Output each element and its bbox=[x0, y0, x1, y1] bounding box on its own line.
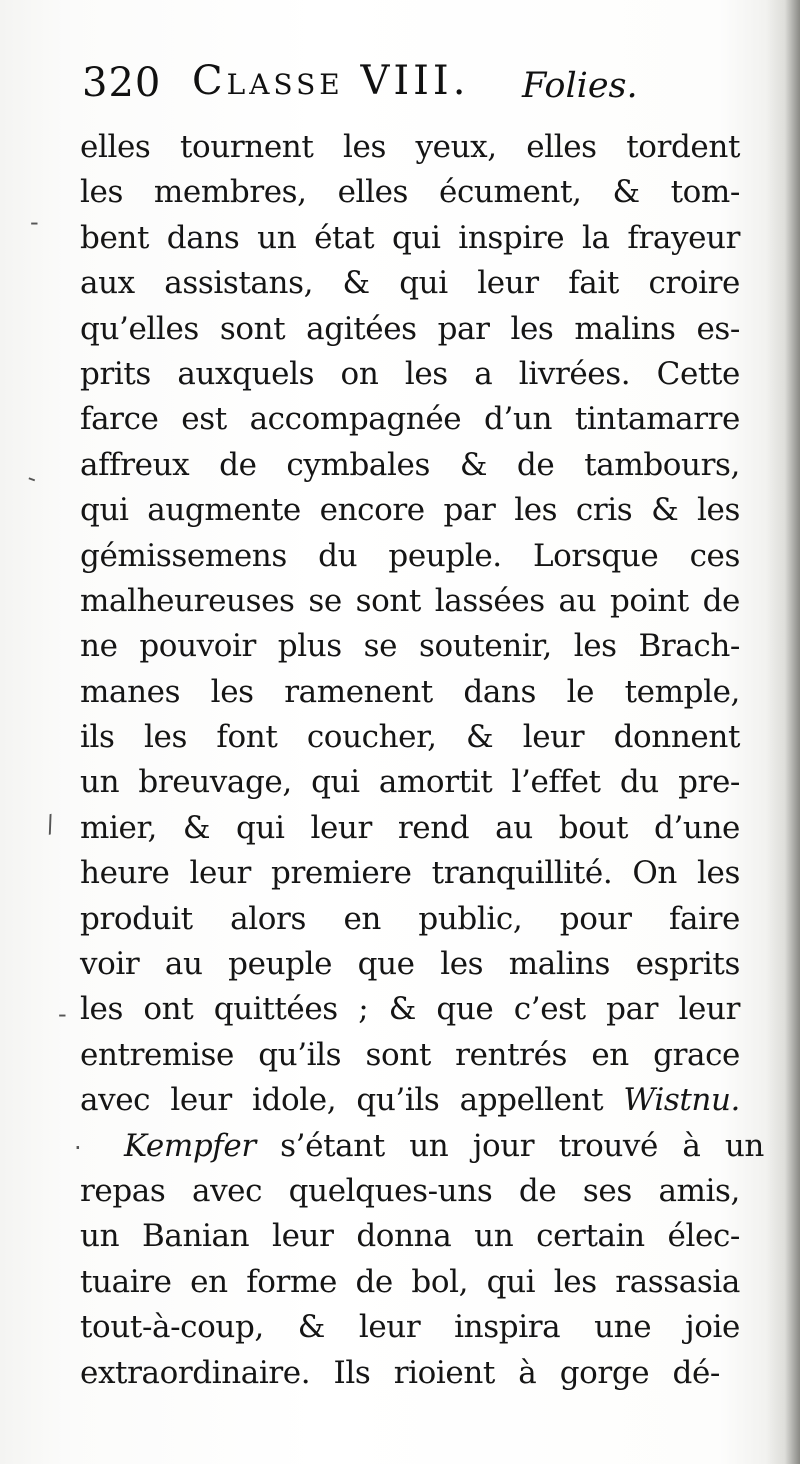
class-title: Classe VIII. bbox=[192, 58, 470, 104]
margin-dash: / bbox=[42, 809, 58, 839]
text-line: aux assistans, & qui leur fait croire bbox=[80, 265, 740, 302]
text-line: ne pouvoir plus se soutenir, les Brach- bbox=[80, 628, 740, 665]
text-line: tout-à-coup, & leur inspira une joie bbox=[80, 1309, 740, 1346]
text-line: entremise qu’ils sont rentrés en grace bbox=[80, 1036, 740, 1073]
text-line: ils les font coucher, & leur donnent bbox=[80, 719, 740, 756]
text-line: un breuvage, qui amortit l’effet du pre- bbox=[80, 764, 740, 801]
margin-dash: - bbox=[58, 1000, 67, 1028]
text-line-paragraph-end: avec leur idole, qu’ils appellent Wistnu. bbox=[80, 1082, 740, 1119]
text-line: mier, & qui leur rend au bout d’une bbox=[80, 809, 740, 846]
text-line: les membres, elles écument, & tom- bbox=[80, 174, 740, 211]
page-edge-shadow bbox=[766, 0, 800, 1464]
text-line: qu’elles sont agitées par les malins es- bbox=[80, 310, 740, 347]
margin-dash: - bbox=[23, 463, 42, 493]
text-line: affreux de cymbales & de tambours, bbox=[80, 446, 740, 483]
text-line: elles tournent les yeux, elles tordent bbox=[80, 129, 740, 165]
text-line: prits auxquels on les a livrées. Cette bbox=[80, 355, 740, 392]
text-line: bent dans un état qui inspire la frayeur bbox=[80, 219, 740, 256]
text-line: manes les ramenent dans le temple, bbox=[80, 673, 740, 710]
body-text bbox=[80, 125, 764, 1396]
text-line: heure leur premiere tranquillité. On les bbox=[80, 855, 740, 892]
text-line: produit alors en public, pour faire bbox=[80, 900, 740, 937]
text-line: qui augmente encore par les cris & les bbox=[80, 492, 740, 529]
text-line: les ont quittées ; & que c’est par leur bbox=[80, 991, 740, 1028]
text-line: farce est accompagnée d’un tintamarre bbox=[80, 401, 740, 438]
text-line: repas avec quelques-uns de ses amis, bbox=[80, 1172, 740, 1209]
running-header bbox=[82, 52, 642, 108]
page-number: 320 bbox=[82, 60, 162, 106]
text-line: voir au peuple que les malins esprits bbox=[80, 946, 740, 983]
margin-dash: - bbox=[30, 208, 39, 236]
text-line: tuaire en forme de bol, qui les rassasia bbox=[80, 1263, 740, 1300]
text-line: extraordinaire. Ils rioient à gorge dé- bbox=[80, 1354, 720, 1391]
section-title: Folies. bbox=[522, 66, 638, 106]
text-line: gémissemens du peuple. Lorsque ces bbox=[80, 537, 740, 574]
text-line-paragraph-start: Kempfer s’étant un jour trouvé à un bbox=[124, 1127, 764, 1164]
text-line: un Banian leur donna un certain élec- bbox=[80, 1218, 740, 1255]
margin-dot: · bbox=[74, 1134, 82, 1162]
text-line: malheureuses se sont lassées au point de bbox=[80, 582, 740, 619]
